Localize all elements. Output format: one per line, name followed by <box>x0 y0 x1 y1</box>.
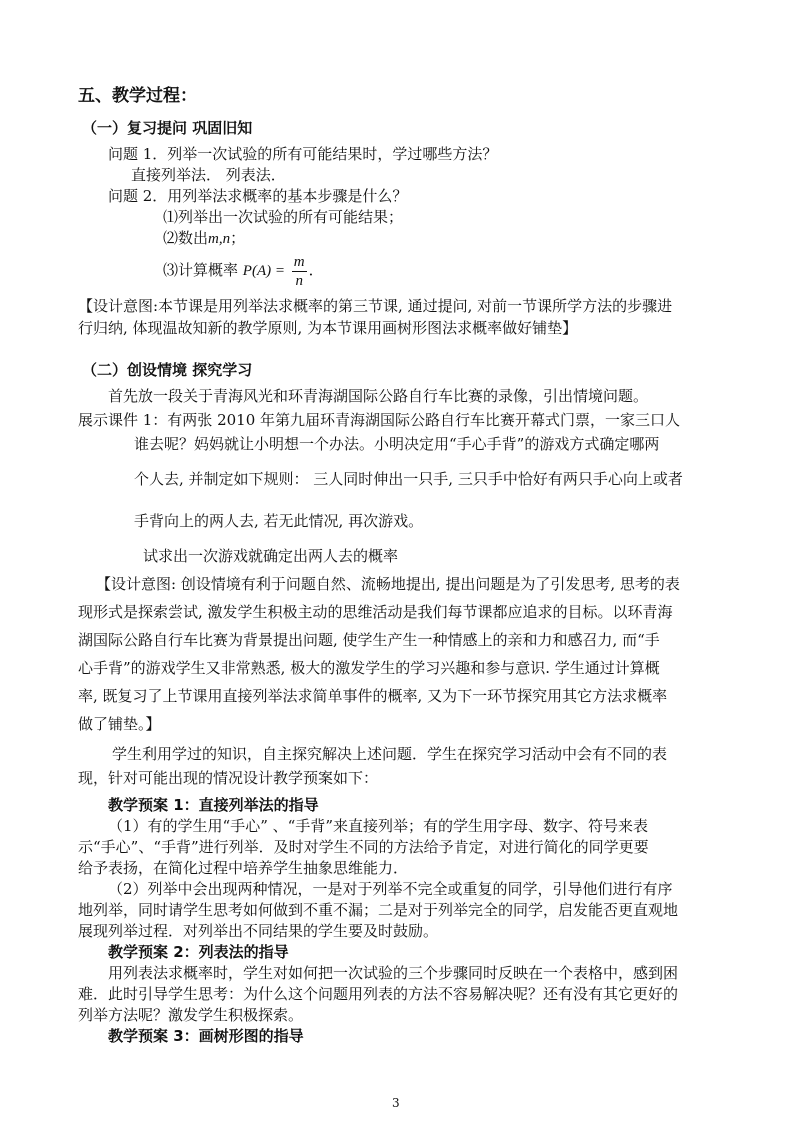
part2-heading: （二）创设情境 探究学习 <box>82 361 253 379</box>
courseware-line-1: 展示课件 1：有两张 2010 年第九届环青海湖国际公路自行车比赛开幕式门票，一家三口人 <box>78 411 681 429</box>
courseware-line-2: 谁去呢？妈妈就让小明想一个办法。小明决定用“手心手背”的游戏方式确定哪两 <box>134 435 660 453</box>
fraction-denominator: n <box>295 272 303 289</box>
step-2-math: m,n <box>208 231 231 247</box>
design-intent-2-line-3: 湖国际公路自行车比赛为背景提出问题, 使学生产生一种情感上的亲和力和感召力, 而“手 <box>78 631 660 649</box>
design-intent-1-line-1: 【设计意图:本节课是用列举法求概率的第三节课, 通过提问, 对前一节课所学方法的步骤进 <box>78 297 673 315</box>
section-title: 五、教学过程： <box>78 86 197 106</box>
step-2-suffix: ； <box>230 229 246 247</box>
plan-1-title: 教学预案 1：直接列举法的指导 <box>108 796 319 814</box>
probability-fraction <box>292 253 307 290</box>
step-2-text: ⑵数出 <box>163 229 209 247</box>
plan-1-line-4: （2）列举中会出现两种情况，一是对于列举不完全或重复的同学，引导他们进行有序 <box>108 880 673 898</box>
step-3-suffix: ． <box>308 261 324 279</box>
courseware-line-3: 个人去, 并制定如下规则： 三人同时伸出一只手, 三只手中恰好有两只手心向上或者 <box>134 470 683 488</box>
part1-heading: （一）复习提问 巩固旧知 <box>82 119 253 137</box>
intro-paragraph: 首先放一段关于青海风光和环青海湖国际公路自行车比赛的录像，引出情境问题。 <box>108 387 649 405</box>
plan-2-title: 教学预案 2：列表法的指导 <box>108 943 289 961</box>
plan-1-line-6: 展现列举过程．对列举出不同结果的学生要及时鼓励。 <box>78 922 439 940</box>
design-intent-2-line-1: 【设计意图: 创设情境有利于问题自然、流畅地提出, 提出问题是为了引发思考, 思考的表 <box>96 575 680 593</box>
plan-1-line-3: 给予表扬，在简化过程中培养学生抽象思维能力． <box>78 859 409 877</box>
step-3-text: ⑶计算概率 <box>163 261 239 279</box>
step-3 <box>163 252 324 290</box>
step-1: ⑴列举出一次试验的所有可能结果； <box>163 208 404 226</box>
answer-1: 直接列举法． 列表法． <box>131 166 286 184</box>
question-1: 问题 1．列举一次试验的所有可能结果时，学过哪些方法？ <box>108 145 498 163</box>
design-intent-2-line-6: 做了铺垫。】 <box>78 715 161 733</box>
fraction-numerator: m <box>293 253 305 270</box>
question-2: 问题 2．用列举法求概率的基本步骤是什么？ <box>108 187 408 205</box>
student-line-2: 现，针对可能出现的情况设计教学预案如下： <box>78 769 379 787</box>
student-line-1: 学生利用学过的知识，自主探究解决上述问题．学生在探究学习活动中会有不同的表 <box>112 745 668 763</box>
plan-1-line-2: 示“手心”、“手背”进行列举．及时对学生不同的方法给予肯定，对进行简化的同学更要 <box>78 838 649 856</box>
plan-2-line-3: 列举方法呢？激发学生积极探索。 <box>78 1006 304 1024</box>
design-intent-2-line-2: 现形式是探索尝试, 激发学生积极主动的思维活动是我们每节课都应追求的目标。以环青海 <box>78 603 673 621</box>
design-intent-2-line-5: 率, 既复习了上节课用直接列举法求简单事件的概率, 又为下一环节探究用其它方法求概率 <box>78 687 668 705</box>
plan-1-line-5: 地列举，同时请学生思考如何做到不重不漏；二是对于列举完全的同学，启发能否更直观地 <box>78 901 679 919</box>
plan-2-line-2: 难．此时引导学生思考：为什么这个问题用列表的方法不容易解决呢？还有没有其它更好的 <box>78 985 679 1003</box>
design-intent-1-line-2: 行归纳, 体现温故知新的教学原则, 为本节课用画树形图法求概率做好铺垫】 <box>78 319 578 337</box>
page-number: 3 <box>392 1096 400 1110</box>
courseware-question: 试求出一次游戏就确定出两人去的概率 <box>143 547 399 565</box>
plan-2-line-1: 用列表法求概率时，学生对如何把一次试验的三个步骤同时反映在一个表格中，感到困 <box>108 964 679 982</box>
step-3-lhs: P(A) = <box>242 263 285 279</box>
design-intent-2-line-4: 心手背”的游戏学生又非常熟悉, 极大的激发学生的学习兴趣和参与意识. 学生通过计算概 <box>78 659 660 677</box>
plan-3-title: 教学预案 3：画树形图的指导 <box>108 1027 304 1045</box>
courseware-line-4: 手背向上的两人去, 若无此情况, 再次游戏。 <box>134 512 424 530</box>
step-2 <box>163 228 245 249</box>
plan-1-line-1: （1）有的学生用“手心” 、“手背”来直接列举；有的学生用字母、数字、符号来表 <box>108 817 648 835</box>
